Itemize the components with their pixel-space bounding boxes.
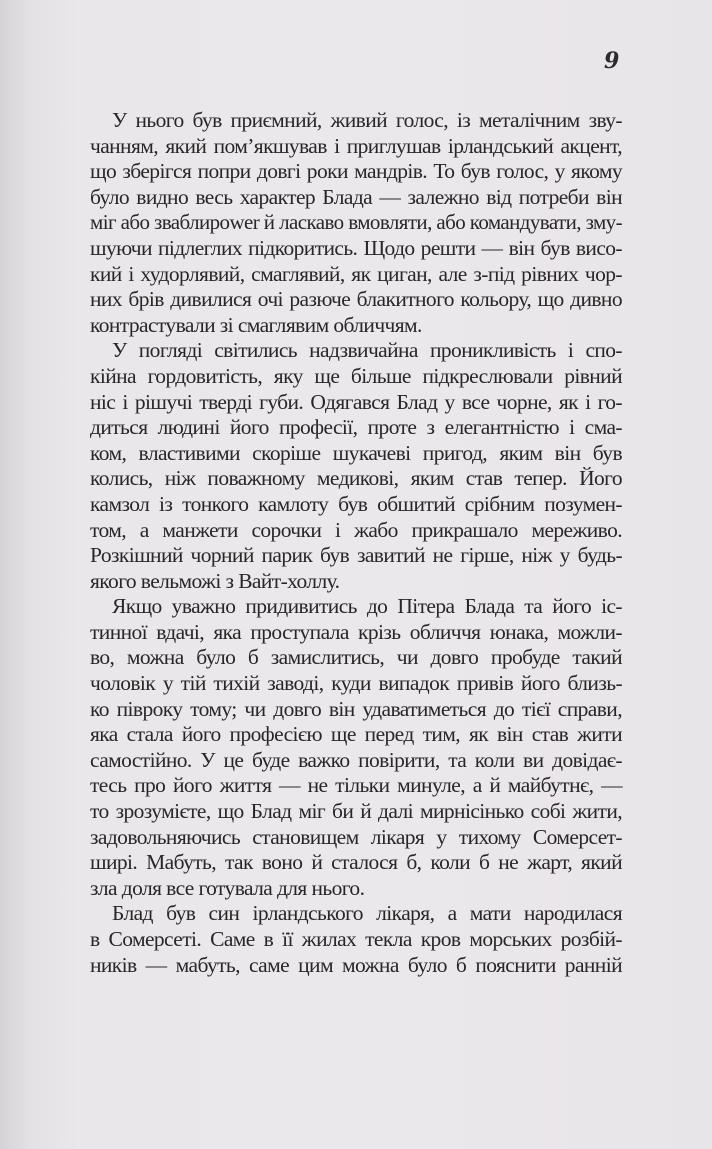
body-text [90,108,622,978]
text-line: кійна гордовитість, яку ще більше підкреслювали рівний [90,363,622,388]
text-line: Блад був син ірландського лікаря, а мати народилася [112,901,622,926]
text-line: ширі. Мабуть, так воно й сталося б, коли б не жарт, який [90,850,622,875]
text-line: диться людині його професії, проте з елегантністю і сма- [90,415,622,440]
text-line: во, можна було б замислитись, чи довго пробуде такий [90,645,622,670]
text-line: тинної вдачі, яка проступала крізь обличчя юнака, можли- [90,619,622,644]
text-line: ніс і рішучі тверді губи. Одягався Блад у все чорне, як і го- [90,389,622,414]
text-line: яка стала його професією ще перед тим, як він став жити [90,722,622,747]
text-line: шуючи підлеглих підкоритись. Щодо решти — він був висо- [90,235,622,260]
text-line: У погляді світились надзвичайна проникливість і спо- [112,338,622,363]
text-line: контрастували зі смаглявим обличчям. [90,312,422,337]
text-line: Якщо уважно придивитись до Пітера Блада та його іс- [112,594,622,619]
text-line: колись, ніж поважному медикові, яким став тепер. Його [90,466,622,491]
text-line: У нього був приємний, живий голос, із металічним зву- [112,108,622,132]
text-line: ників — мабуть, саме цим можна було б пояснити ранній [90,952,622,977]
paragraph-4 [90,901,622,978]
text-line: чоловік у тій тихій заводі, куди випадок привів його близь- [90,671,622,696]
text-line: якого вельможі з Вайт-холлу. [90,568,340,593]
text-line: в Сомерсеті. Саме в її жилах текла кров морських розбій- [90,927,622,951]
text-line: міг або зваблиpower й ласкаво вмовляти, або командувати, зму- [90,210,622,235]
text-line: ко півроку тому; чи довго він удаватиметься до тієї справи, [90,696,622,721]
text-line: тесь про його життя — не тільки минуле, а й майбутнє, — [90,773,622,798]
text-line: що зберігся попри довгі роки мандрів. То був голос, у якому [90,159,622,184]
paragraph-2 [90,338,622,594]
text-line: задовольняючись становищем лікаря у тихому Сомерсет- [90,824,622,849]
text-line: було видно весь характер Блада — залежно від потреби він [90,184,622,209]
text-line: них брів дивилися очі разюче блакитного кольору, що дивно [90,287,622,312]
text-line: камзол із тонкого камлоту був обшитий срібним позумен- [90,491,622,516]
text-line: самостійно. У це буде важко повірити, та коли ви довідає- [90,747,622,772]
text-line: кий і худорлявий, смаглявий, як циган, але з-під рівних чор- [90,261,622,286]
text-line: чанням, який пом’якшував і приглушав ірландський акцент, [90,133,622,158]
text-line: том, а манжети сорочки і жабо прикрашало мереживо. [90,517,622,542]
paragraph-1 [90,108,622,338]
text-line: ком, властивими скоріше шукачеві пригод, яким він був [90,440,622,465]
paragraph-3 [90,594,622,901]
text-line: зла доля все готувала для нього. [90,875,365,900]
text-line: Розкішний чорний парик був завитий не гірше, ніж у будь- [90,543,622,568]
text-line: то зрозумієте, що Блад міг би й далі мирнісінько собі жити, [90,799,622,824]
page-number: 9 [604,48,620,74]
